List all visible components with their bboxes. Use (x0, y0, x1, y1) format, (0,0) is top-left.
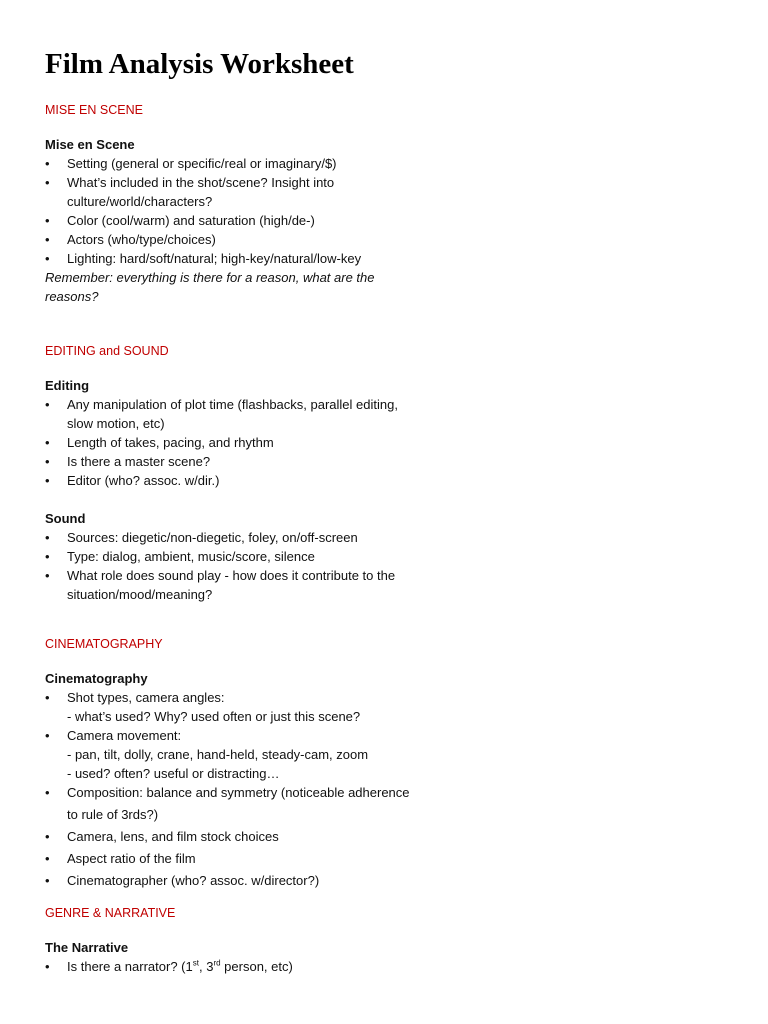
cinematography-list (45, 688, 415, 783)
narrator-text-suffix: person, etc) (220, 959, 293, 974)
list-item: • Camera, lens, and film stock choices (45, 826, 415, 848)
narrator-text-prefix: Is there a narrator? (1 (67, 959, 193, 974)
list-item: • Any manipulation of plot time (flashbacks, parallel editing, slow motion, etc) (45, 395, 415, 433)
subheading-cinematography: Cinematography (45, 671, 148, 686)
list-item (45, 726, 415, 783)
camera-movement-subtext: - pan, tilt, dolly, crane, hand-held, steady-cam, zoom (67, 747, 369, 762)
superscript-st: st (192, 958, 199, 968)
list-item: • Lighting: hard/soft/natural; high-key/natural/low-key (45, 249, 415, 268)
list-item: • Actors (who/type/choices) (45, 230, 415, 249)
list-item: • Editor (who? assoc. w/dir.) (45, 471, 415, 490)
shot-types-text: Shot types, camera angles: (67, 690, 225, 705)
section-label-genre-narrative: GENRE & NARRATIVE (45, 906, 176, 920)
list-item (45, 688, 415, 726)
editing-list (45, 395, 415, 490)
list-item: • Length of takes, pacing, and rhythm (45, 433, 415, 452)
list-item: • What’s included in the shot/scene? Insight into culture/world/characters? (45, 173, 415, 211)
list-item: • Sources: diegetic/non-diegetic, foley, on/off-screen (45, 528, 415, 547)
section-label-mise-en-scene: MISE EN SCENE (45, 103, 143, 117)
list-item: • Color (cool/warm) and saturation (high/de-) (45, 211, 415, 230)
remember-note: Remember: everything is there for a reason, what are the reasons? (45, 270, 375, 304)
camera-movement-text: Camera movement: (67, 728, 182, 743)
list-item: • Setting (general or specific/real or imaginary/$) (45, 154, 415, 173)
narrator-text-mid: , 3 (198, 959, 214, 974)
list-item: • Aspect ratio of the film (45, 848, 415, 870)
narrative-list (45, 957, 415, 976)
list-item: • Type: dialog, ambient, music/score, silence (45, 547, 415, 566)
section-label-cinematography: CINEMATOGRAPHY (45, 637, 163, 651)
subheading-editing: Editing (45, 378, 90, 393)
subheading-sound: Sound (45, 511, 86, 526)
subheading-mise-en-scene: Mise en Scene (45, 137, 135, 152)
list-item: • Cinematographer (who? assoc. w/director?) (45, 870, 415, 892)
subheading-narrative: The Narrative (45, 940, 129, 955)
list-item: • What role does sound play - how does it contribute to the situation/mood/meaning? (45, 566, 415, 604)
list-item: • Is there a master scene? (45, 452, 415, 471)
section-label-editing-sound: EDITING and SOUND (45, 344, 169, 358)
superscript-rd: rd (213, 958, 221, 968)
page-title: Film Analysis Worksheet (45, 48, 354, 80)
shot-types-subtext: - what’s used? Why? used often or just this scene? (67, 709, 361, 724)
cinematography-list-continued (45, 782, 415, 892)
camera-movement-subtext: - used? often? useful or distracting… (67, 766, 280, 781)
list-item: • Composition: balance and symmetry (noticeable adherence to rule of 3rds?) (45, 782, 415, 826)
list-item (45, 957, 415, 976)
mise-en-scene-list (45, 154, 415, 268)
sound-list (45, 528, 415, 604)
